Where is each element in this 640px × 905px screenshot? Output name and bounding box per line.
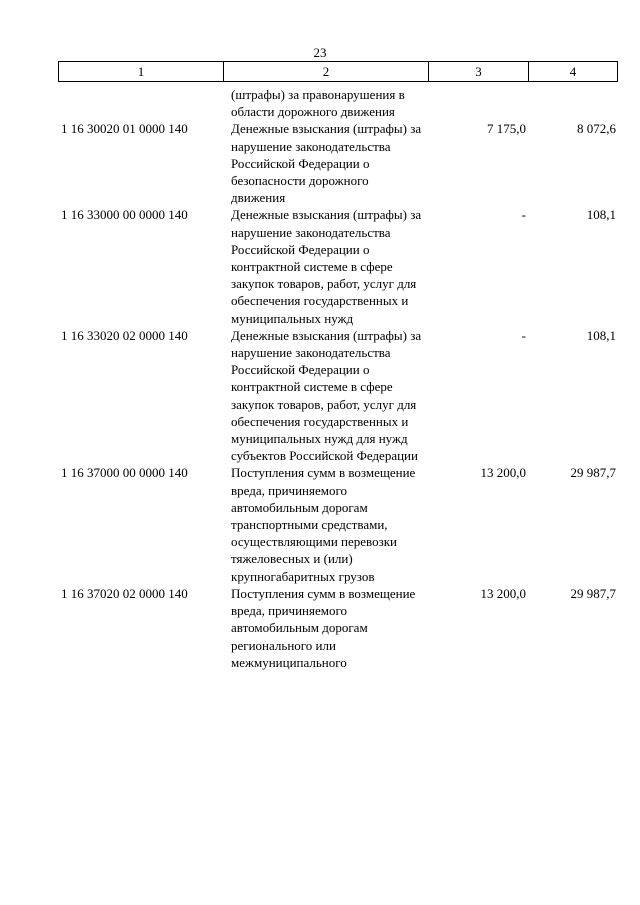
row-plan-value: 13 200,0 xyxy=(480,465,526,481)
row-code: 1 16 33020 02 0000 140 xyxy=(61,327,188,343)
table-body xyxy=(58,86,618,671)
row-description: Денежные взыскания (штрафы) за нарушение законодательства Российской Федерации о контрактной системе в сфере закупок товаров, работ, услуг для обеспечения государственных и муниципальных нужд xyxy=(231,207,422,326)
row-code: 1 16 33000 00 0000 140 xyxy=(61,207,188,223)
table-header xyxy=(58,61,618,82)
table-row xyxy=(58,86,618,120)
page-number: 23 xyxy=(313,45,327,60)
row-actual-value: 108,1 xyxy=(586,207,616,223)
table-row xyxy=(58,327,618,465)
header-col-4: 4 xyxy=(569,64,577,79)
row-actual-value: 8 072,6 xyxy=(577,121,616,137)
row-actual-value: 108,1 xyxy=(586,327,616,343)
row-description: Поступления сумм в возмещение вреда, причиняемого автомобильным дорогам транспортными средствами, осуществляющими перевозки тяжеловесных и (или) крупногабаритных грузов xyxy=(231,465,416,584)
table-row xyxy=(58,464,618,584)
header-col-1: 1 xyxy=(59,62,224,81)
row-description: Поступления сумм в возмещение вреда, причиняемого автомобильным дорогам регионального или межмуниципального xyxy=(231,585,416,670)
row-actual-value: 29 987,7 xyxy=(570,585,616,601)
table-row xyxy=(58,206,618,326)
row-plan-value: - xyxy=(521,207,526,223)
row-description: (штрафы) за правонарушения в области дорожного движения xyxy=(231,87,405,120)
row-actual-value: 29 987,7 xyxy=(570,465,616,481)
header-col-2: 2 xyxy=(224,62,429,81)
row-code: 1 16 37000 00 0000 140 xyxy=(61,465,188,481)
table-row xyxy=(58,585,618,671)
row-plan-value: - xyxy=(521,327,526,343)
row-description: Денежные взыскания (штрафы) за нарушение законодательства Российской Федерации о безопасности дорожного движения xyxy=(231,121,422,206)
row-code: 1 16 37020 02 0000 140 xyxy=(61,585,188,601)
row-plan-value: 7 175,0 xyxy=(487,121,526,137)
header-col-3: 3 xyxy=(429,62,529,81)
row-description: Денежные взыскания (штрафы) за нарушение законодательства Российской Федерации о контрактной системе в сфере закупок товаров, работ, услуг для обеспечения государственных и муниципальных нужд для нужд субъектов Российской Федерации xyxy=(231,327,422,464)
row-code: 1 16 30020 01 0000 140 xyxy=(61,121,188,137)
row-plan-value: 13 200,0 xyxy=(480,585,526,601)
table-row xyxy=(58,120,618,206)
